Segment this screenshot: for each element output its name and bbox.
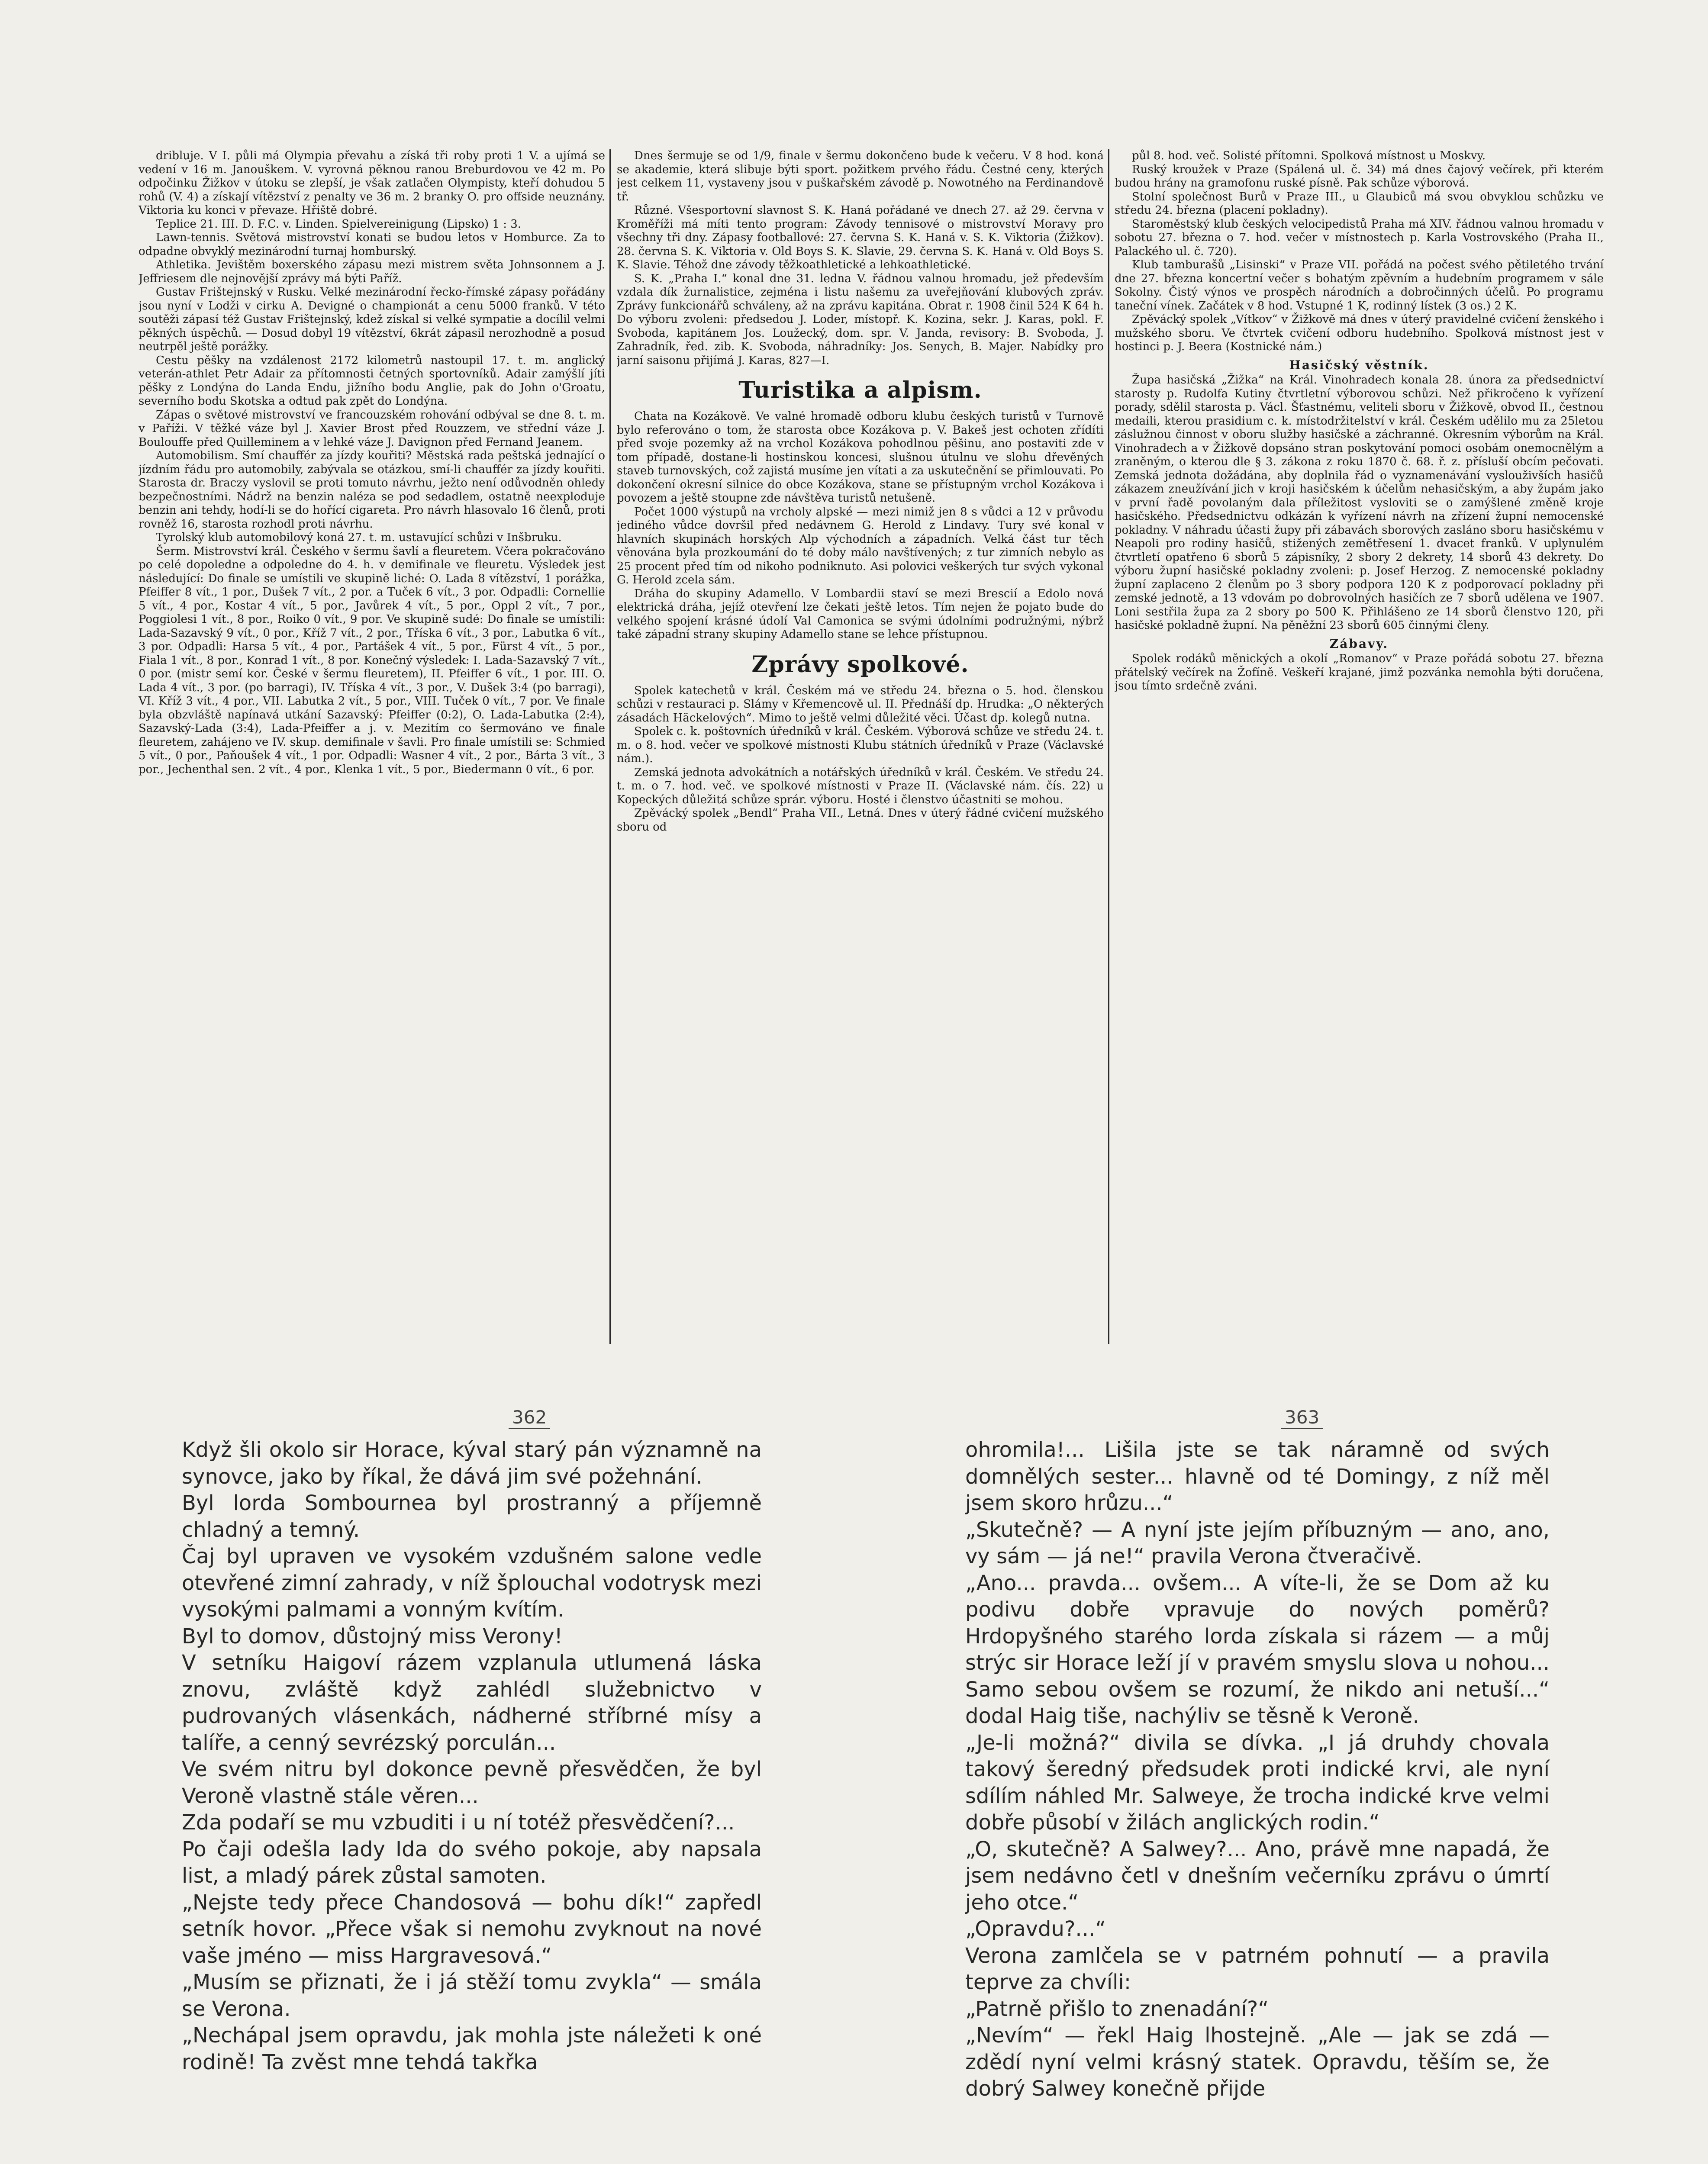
paragraph: „Musím se přiznati, že i já stěží tomu zvykla“ — smála se Verona. (182, 1970, 762, 2021)
paragraph: Když šli okolo sir Horace, kýval starý pán významně na synovce, jako by říkal, že dává jim své požehnání. (182, 1438, 762, 1489)
page-number: 362 (509, 1407, 550, 1429)
page-number: 363 (1281, 1407, 1323, 1429)
paragraph: „Patrně přišlo to znenadání?“ (965, 1997, 1269, 2021)
paragraph: Šerm. Mistrovství král. Českého v šermu šavlí a fleuretem. Včera pokračováno po celé dopoledne a odpoledne do 4. h. v demifinale ve fleuretu. Výsledek jest následující: Do finale se umístili ve skupině liché: O. Lada 8 vítězství, 1 porážka, Pfeiffer 8 vít., 1 por., Dušek 7 vít., 2 por. a Tuček 6 vít., 3 por. Odpadli: Cornellie 5 vít., 4 por., Kostar 4 vít., 5 por., Javůrek 4 vít., 5 por., Oppl 2 vít., 7 por., Poggiolesi 1 vít., 8 por., Roiko 0 vít., 9 por. Ve skupině sudé: Do finale se umístili: Lada-Sazavský 9 vít., 0 por., Kříž 7 vít., 2 por., Tříska 6 vít., 3 por., Labutka 6 vít., 3 por. Odpadli: Harsa 5 vít., 4 por., Partášek 4 vít., 5 por., Fürst 4 vít., 5 por., Fiala 1 vít., 8 por., Konrad 1 vít., 8 por. Konečný výsledek: I. Lada-Sazavský 7 vít., 0 por. (mistr semí kor. České v šermu fleuretem), II. Pfeiffer 6 vít., 1 por. III. O. Lada 4 vít., 3 por. (po barragi), IV. Tříska 4 vít., 3 por., V. Dušek 3:4 (po barragi), VI. Kříž 3 vít., 4 por., VII. Labutka 2 vít., 5 por., VIII. Tuček 0 vít., 7 por. Ve finale byla obzvláště napínavá utkání Sazavský: Pfeiffer (0:2), O. Lada-Labutka (2:4), Sazavský-Lada (3:4), Lada-Pfeiffer a j. v. Mezitím co šermováno ve finale fleuretem, zahájeno ve IV. skup. demifinale v šavli. Pro finale umístili se: Schmied 5 vít., 0 por., Paňoušek 4 vít., 1 por. Odpadli: Wasner 4 vít., 2 por., Bárta 3 vít., 3 por., Jechenthal sen. 2 vít., 4 por., Klenka 1 vít., 5 por., Biedermann 0 vít., 6 por. (139, 544, 605, 776)
book-page-left (182, 1437, 762, 2076)
section-heading: Zprávy spolkové. (751, 651, 969, 678)
paragraph: Teplice 21. III. D. F.C. v. Linden. Spielvereinigung (Lipsko) 1 : 3. (156, 217, 522, 231)
paragraph: „Nejste tedy přece Chandosová — bohu dík!“ zapředl setník hovor. „Přece však si nemohu zvyknout na nové vaše jméno — miss Hargravesová.“ (182, 1890, 762, 1968)
newspaper-column-3 (1115, 149, 1604, 1327)
paragraph: Zpěvácký spolek „Vítkov“ v Žižkově má dnes v úterý pravidelné cvičení ženského i mužského sboru. Ve čtvrtek cvičení odboru hudebního. Spolková místnost jest v hostinci p. J. Beera (Kostnické nám.) (1115, 313, 1604, 353)
newspaper-column-2 (617, 149, 1104, 1357)
paragraph: Po čaji odešla lady Ida do svého pokoje, aby napsala list, a mladý párek zůstal samoten. (182, 1837, 762, 1888)
paragraph: půl 8. hod. več. Solisté přítomni. Spolková místnost u Moskvy. (1132, 149, 1486, 162)
paragraph: „Nevím“ — řekl Haig lhostejně. „Ale — jak se zdá — zdědí nyní velmi krásný statek. Opravdu, těším se, že dobrý Salwey konečně přijde (965, 2023, 1550, 2101)
paragraph: Cestu pěšky na vzdálenost 2172 kilometrů nastoupil 17. t. m. anglický veterán-athlet Petr Adair za přítomnosti četných sportovníků. Adair zamýšlí jíti pěšky z Londýna do Landa Endu, jižního bodu Anglie, pak do John o'Groatu, severního bodu Skotska a odtud pak zpět do Londýna. (139, 354, 605, 408)
paragraph: Gustav Frištejnský v Rusku. Velké mezinárodní řecko-římské zápasy pořádány jsou nyní v Lodži v cirku A. Devigné o championát a cenu 5000 franků. V této soutěži zápasí též Gustav Frištejnský, kdež získal si velké sympatie a docílil velmi pěkných úspěchů. — Dosud dobyl 19 vítězství, 6krát zápasil nerozhodně a posud neutrpěl ještě porážky. (139, 286, 605, 353)
paragraph: Počet 1000 výstupů na vrcholy alpské — mezi nimiž jen 8 s vůdci a 12 v průvodu jediného vůdce dovršil před nedávnem G. Herold z Lindavy. Tury své konal v hlavních skupinách horských Alp východních a západních. Velká část tur těch věnována byla prozkoumání do té doby málo navštívených; z tur zimních nebylo as 25 procent před tím od nikoho podniknuto. Asi polovici veškerých tur svých vykonal G. Herold zcela sám. (617, 505, 1104, 586)
paragraph: Byl lorda Sombournea byl prostranný a příjemně chladný a temný. (182, 1491, 762, 1542)
paragraph: Spolek c. k. poštovních úředníků v král. Českém. Výborová schůze ve středu 24. t. m. o 8. hod. večer ve spolkové místnosti Klubu státních úředníků v Praze (Václavské nám.). (617, 725, 1104, 765)
paragraph: Zemská jednota advokátních a notářských úředníků v král. Českém. Ve středu 24. t. m. o 7. hod. več. ve spolkové místnosti v Praze II. (Václavské nám. čís. 22) u Kopeckých důležitá schůze sprár. výboru. Hosté i členstvo účastniti se mohou. (617, 766, 1104, 806)
paragraph: Čaj byl upraven ve vysokém vzdušném salone vedle otevřené zimní zahrady, v níž šplouchal vodotrysk mezi vysokými palmami a vonným kvítím. (182, 1544, 762, 1622)
paragraph: Dnes šermuje se od 1/9, finale v šermu dokončeno bude k večeru. V 8 hod. koná se akademie, která slibuje býti sport. požitkem prvého řádu. Čestné ceny, kterých jest celkem 11, vystaveny jsou v puškařském závodě p. Nowotného na Ferdinandově tř. (617, 149, 1104, 203)
paragraph: Stolní společnost Burů v Praze III., u Glaubiců má svou obvyklou schůzku ve středu 24. března (placení pokladny). (1115, 190, 1604, 217)
paragraph: „O, skutečně? A Salwey?... Ano, právě mne napadá, že jsem nedávno četl v dnešním večerníku zprávu o úmrtí jeho otce.“ (965, 1837, 1550, 1915)
paragraph: Tyrolský klub automobilový koná 27. t. m. ustavující schůzi v Inšbruku. (156, 531, 562, 544)
paragraph: Zpěvácký spolek „Bendl“ Praha VII., Letná. Dnes v úterý řádné cvičení mužského sboru od (617, 807, 1104, 834)
paragraph: Spolek rodáků měnických a okolí „Romanov“ v Praze pořádá sobotu 27. března přátelský večírek na Žofíně. Veškeří krajané, jimž pozvánka nemohla býti doručena, jsou tímto srdečně zváni. (1115, 652, 1604, 692)
paragraph: Verona zamlčela se v patrném pohnutí — a pravila teprve za chvíli: (965, 1943, 1550, 1994)
paragraph: ohromila!... Lišila jste se tak náramně od svých domnělých sester... hlavně od té Domingy, z níž měl jsem skoro hrůzu...“ (965, 1438, 1550, 1515)
paragraph: „Ano... pravda... ovšem... A víte-li, že se Dom až ku podivu dobře vpravuje do nových poměrů? Hrdopyšného starého lorda získala si rázem — a můj strýc sir Horace leží jí v pravém smyslu slova u nohou... Samo sebou ovšem se rozumí, že nikdo ani netuší...“ dodal Haig tiše, nachýliv se těsně k Veroně. (965, 1571, 1550, 1728)
paragraph: S. K. „Praha I.“ konal dne 31. ledna V. řádnou valnou hromadu, jež především vzdala dík žurnalistice, zejména i listu našemu za uveřejňování klubových zpráv. Zprávy funkcionářů schváleny, až na zprávu kapitána. Obrat r. 1908 činil 524 K 64 h. Do výboru zvoleni: předsedou J. Loder, místopř. K. Kozina, sekr. J. Karas, pokl. F. Svoboda, kapitánem Jos. Loužecký, dom. spr. V. Janda, revisory: B. Svoboda, J. Zahradník, řed. zib. K. Svoboda, náhradníky: Jos. Senych, B. Majer. Nabídky pro jarní saisonu přijímá J. Karas, 827—I. (617, 272, 1104, 367)
paragraph: „Je-li možná?“ divila se dívka. „I já druhdy chovala takový šeredný předsudek proti indické krvi, ale nyní sdílím náhled Mr. Salweye, že trocha indické krve velmi dobře působí v žilách anglických rodin.“ (965, 1730, 1550, 1835)
paragraph: Ruský kroužek v Praze (Spálená ul. č. 34) má dnes čajový večírek, při kterém budou hrány na gramofonu ruské písně. Pak schůze výborová. (1115, 163, 1604, 190)
paragraph: Župa hasičská „Žižka“ na Král. Vinohradech konala 28. února za předsednictví starosty p. Rudolfa Kutiny čtvrtletní výborovou schůzi. Než přikročeno k vyřízení porady, sdělil starosta p. Václ. Šťastnému, veliteli sboru v Žižkově, obvod II., čestnou medaili, kterou prasidium c. k. místodržitelství v král. Českém udělilo mu za 25letou záslužnou činnost v oboru služby hasičské a záchranné. Okresním výborům na Král. Vinohradech a v Žižkově dopsáno stran poskytování pomoci osobám onemocnělým a zraněným, o kterou dle § 3. zákona z roku 1870 č. 68. ř. z. přísluší obcím pečovati. Zemská jednota dožádána, aby doplnila řád o vyznamenávání vyslouživších hasičů zákazem zneužívání jich v kroji hasičském k účelům nehasičským, a aby župám jako v první řadě povolaným dala příležitost vysloviti se o zamýšlené změně kroje hasičského. Předsednictvu odkázán k vyřízení návrh na zřízení župní nemocenské pokladny. V náhradu účasti župy při zábavách sborových zasláno sboru hasičskému v Neapoli pro rodiny hasičů, stižených zemětřesení 1. dvacet franků. V uplynulém čtvrtletí opatřeno 6 sborů 5 zápisníky, 2 sbory 2 dekrety, 14 sborů 43 dekrety. Do výboru župní hasičské pokladny zvoleni: p. Josef Herzog. Z nemocenské pokladny župní zaplaceno 2 členům po 3 sbory podpora 120 K z podporovací pokladny při zemské jednotě, a 13 vdovám po dobrovolných hasičích ze 7 sborů udělena ve 1907. Loni sestřila župa za 2 sbory po 500 K. Přihlášeno ze 14 sborů členstvo 120, při hasičské pokladně župní. Na pěněžní 23 sborů 605 činnými členy. (1115, 374, 1604, 632)
paragraph: Staroměstský klub českých velocipedistů Praha má XIV. řádnou valnou hromadu v sobotu 27. března o 7. hod. večer v místnostech p. Karla Vostrovského (Praha II., Palackého ul. č. 720). (1115, 217, 1604, 258)
paragraph: Zda podaří se mu vzbuditi i u ní totéž přesvědčení?... (182, 1810, 735, 1835)
paragraph: V setníku Haigoví rázem vzplanula utlumená láska znovu, zvláště když zahlédl služebnictvo v pudrovaných vlásenkách, nádherné stříbrné mísy a talíře, a cenný sevrézský porculán... (182, 1651, 762, 1755)
paragraph: Lawn-tennis. Světová mistrovství konati se budou letos v Homburce. Za to odpadne obvyklý mezinárodní turnaj homburský. (139, 231, 605, 258)
paragraph: Athletika. Jevištěm boxerského zápasu mezi mistrem světa Johnsonnem a J. Jeffriesem dle nejnovější zprávy má býti Paříž. (139, 258, 605, 285)
paragraph: Byl to domov, důstojný miss Verony! (182, 1624, 563, 1649)
paragraph: Chata na Kozákově. Ve valné hromadě odboru klubu českých turistů v Turnově bylo referováno o tom, že starosta obce Kozákova p. V. Bakeš jest ochoten zřídíti před svoje pozemky až na vrchol Kozákova pohodlnou pěšinu, ano postaviti zde v tom případě, dostane-li hostinskou koncesi, slušnou útulnu ve slohu dřevěných staveb turnovských, což zajistá musíme jen vítati a za uskutečnění se přimlouvati. Po dokončení okresní silnice do obce Kozákova, stane se přístupným vrchol Kozákova i povozem a ještě stoupne zde návštěva turistů netušeně. (617, 410, 1104, 505)
paragraph: Zápas o světové mistrovství ve francouzském rohování odbýval se dne 8. t. m. v Paříži. V těžké váze byl J. Xavier Brost před Rouzzem, ve střední váze J. Boulouffe před Quilleminem a v lehké váze J. Davignon před Fernand Jeanem. (139, 408, 605, 449)
paragraph: Spolek katechetů v král. Českém má ve středu 24. března o 5. hod. členskou schůzi v restauraci p. Slámy v Křemencově ul. II. Přednáší dp. Hrudka: „O některých zásadách Häckelových“. Mimo to ještě velmi důležité věci. Účast dp. kolegů nutna. (617, 684, 1104, 725)
paragraph: „Nechápal jsem opravdu, jak mohla jste náležeti k oné rodině! Ta zvěst mne tehdá takřka (182, 2023, 762, 2074)
paragraph: Ve svém nitru byl dokonce pevně přesvědčen, že byl Veroně vlastně stále věren... (182, 1757, 762, 1808)
book-page-right (965, 1437, 1550, 2103)
newspaper-column-1 (139, 149, 605, 1357)
paragraph: Klub tamburašů „Lisinski“ v Praze VII. pořádá na počest svého pětiletého trvání dne 27. března koncertní večer s bohatým zpěvním a hudebním programem v sále Sokolny. Čistý výnos ve prospěch národních a dobročinných účelů. Po programu taneční vínek. Začátek v 8 hod. Vstupné 1 K, rodinný lístek (3 os.) 2 K. (1115, 258, 1604, 312)
section-heading: Hasičský věstník. (1289, 357, 1429, 372)
section-heading: Turistika a alpism. (738, 377, 982, 403)
column-rule (609, 149, 611, 1344)
paragraph: „Skutečně? — A nyní jste jejím příbuzným — ano, ano, vy sám — já ne!“ pravila Verona čtveračivě. (965, 1517, 1550, 1568)
paragraph: Automobilism. Smí chauffér za jízdy kouřiti? Městská rada peštská jednající o jízdním řádu pro automobily, zabývala se otázkou, smí-li chauffér za jízdy kouřiti. Starosta dr. Braczy vyslovil se proti tomuto návrhu, ježto není odůvodněn ohledy bezpečnostními. Nádrž na benzin naléza se pod sedadlem, ostatně neexploduje benzin ani tehdy, hodí-li se do hořící cigareta. Pro návrh hlasovalo 16 členů, proti rovněž 16, starosta rozhodl proti návrhu. (139, 449, 605, 531)
column-rule (1108, 149, 1109, 1344)
paragraph: Různé. Všesportovní slavnost S. K. Haná pořádané ve dnech 27. až 29. června v Kroměříži má míti tento program: Závody tennisové o mistrovství Moravy pro všechny tři dny. Zápasy footballové: 27. června S. K. Haná v. S. K. Viktoria (Žižkov). 28. června S. K. Viktoria v. Old Boys S. K. Slavie, 29. června S. K. Haná v. Old Boys S. K. Slavie. Téhož dne závody těžkoathletické a lehkoathletické. (617, 204, 1104, 271)
paragraph: „Opravdu?...“ (965, 1917, 1106, 1941)
section-heading: Zábavy. (1329, 636, 1389, 651)
paragraph: Dráha do skupiny Adamello. V Lombardii staví se mezi Brescií a Edolo nová elektrická dráha, jejíž otevření lze čekati ještě letos. Tím nejen že pojato bude do velkého spojení krásné údolí Val Camonica se svými údolními podružnými, nýbrž také západní strany skupiny Adamello stane se lehce přístupnou. (617, 587, 1104, 641)
paragraph: dribluje. V I. půli má Olympia převahu a získá tři roby proti 1 V. a ujímá se vedení v 16 m. Janouškem. V. vyrovná pěknou ranou Breburdovou ve 42 m. Po odpočinku Žižkov v útoku se zlepší, je však zatlačen Olympisty, kteří dohudou 5 rohů (V. 4) a získají vítězství z penalty ve 36 m. 2 branky O. pro offside neuznány. Viktoria ku konci v převaze. Hřiště dobré. (139, 149, 605, 217)
